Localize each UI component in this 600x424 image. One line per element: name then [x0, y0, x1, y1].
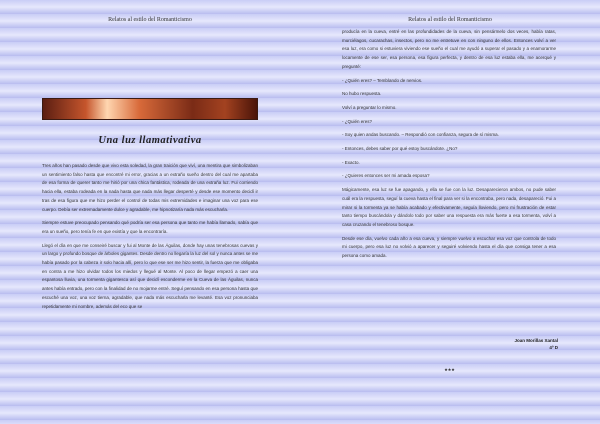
ending-mark: ***	[444, 368, 456, 375]
right-page	[300, 0, 600, 424]
dialogue-line: - ¿Quién eres?	[342, 118, 373, 124]
dialogue-line: - ¿Quieres entonces ser mi amada esposa?	[342, 173, 430, 179]
paragraph: Mágicamente, esa luz se fue apagando, y ella se fue con la luz. Desaparecieron ambos, no pude saber cuál era la respuesta, seguí la cueva hasta el final para ver si la encontraba, pero nada, desapareció. Fui a mirar si la tormenta ya se había acabado y efectivamente, seguía lloviendo, pero mi frustración de estar tanto tiempo buscándola y dándolo todo por saber una respuesta era más fuerte a esa tormenta, volví a casa cruzando el tenebroso bosque.	[342, 187, 556, 227]
header-image	[42, 98, 258, 120]
author-grade: 4º D	[549, 345, 558, 350]
story-title: Una luz llamativativa	[98, 135, 202, 146]
paragraph: Desde ese día, vuelvo cada año a esa cueva, y siempre vuelvo a escuchar esa voz que controla de todo mi cuerpo, pero esa luz no volvió a aparecer y seguiré volviendo hasta el día que consiga tener a esa persona como amada.	[342, 235, 556, 259]
running-header-right: Relatos al estilo del Romanticismo	[408, 17, 492, 23]
paragraph: Siempre estuve preocupado pensando qué podría ser esa persona que tanto me había llamado, sabía que era un sueño, pero tenía fe en que existía y que la encontraría.	[42, 220, 258, 234]
dialogue-line: No hubo respuesta.	[342, 91, 382, 97]
paragraph: Tres años han pasado desde que vivo esta soledad, la gran traición que viví, una mentira que simbolizaban un sentimiento falso hasta que encontré mi error, gracias a un extraño sueño dentro del cual me apartaba de esa forma de querer tanto me hirió por una chica fantástica, rodeada de una extraña luz. Fui corriendo hacia ella, estaba rodeada en la nada hasta que nada más llegar desperté y desde ese momento decidí ir tras de esa figura que me hizo perder el control de todas mis extremidades e imaginar una voz para ese cuerpo. Debía ser extremadamente dulce y agradable, me hipnotizaría nada más escucharla.	[42, 163, 258, 212]
paragraph: producía en la cueva, entré en las profundidades de la cueva, sin pensármelo dos veces, había ratas, murciélagos, cucarachas, insectos, pero no me entretuve en con ninguno de ellos. Entonces volví a ver esa luz, era como si estuviera viviendo ese sueño el cual me ayudó a superar el pasado y a enamorarme locamente de ese ser, esa persona, esa figura perfecta, y dentro de esa luz estaba ella, me acerqué y pregunté:	[342, 29, 556, 69]
author-name: Joan Morillas Xantal	[514, 338, 558, 343]
dialogue-line: Volví a preguntar lo mismo.	[342, 104, 397, 110]
dialogue-line: - Exacto.	[342, 159, 360, 165]
dialogue-line: - ¿Quién eres? – Temblando de nervios.	[342, 77, 423, 83]
paragraph: Llegó el día en que me conseiré buscar y fui al Monte de las Águilas, donde hay unas tenebrosas cuevas y un largo y profundo bosque de árboles gigantes. Desde dentro no llegaría la luz del sol y nunca antes se me había pasado por la cabeza ir solo hacia allí, pero lo que ese ser me hizo sentir, la fuerza que me obligaba en contra a me hizo olvidar todos los miedos y llegué al Monte. Al poco de llegar empezó a caer una espantosa lluvia, una tormenta gigantesca así que decidí esconderme en la Cueva de las Águilas, nunca antes había entrado, pero con la finalidad de no mojarme entré. Seguí pensando en esa persona hasta que escuché una voz, una voz tierna, agradable, que nada más escucharla me levanté. Esa voz pronunciaba repetidamente mi nombre, además del eco que se	[42, 242, 258, 309]
author-signature	[514, 337, 558, 351]
dialogue-line: - Soy quien andas buscando. – Respondió con confianza, segura de sí misma.	[342, 132, 499, 138]
left-body-text	[42, 162, 258, 316]
right-body-text	[342, 28, 556, 266]
running-header-left: Relatos al estilo del Romanticismo	[108, 17, 192, 23]
dialogue-line: - Entonces, debes saber por qué estoy buscándote. ¿No?	[342, 146, 458, 152]
